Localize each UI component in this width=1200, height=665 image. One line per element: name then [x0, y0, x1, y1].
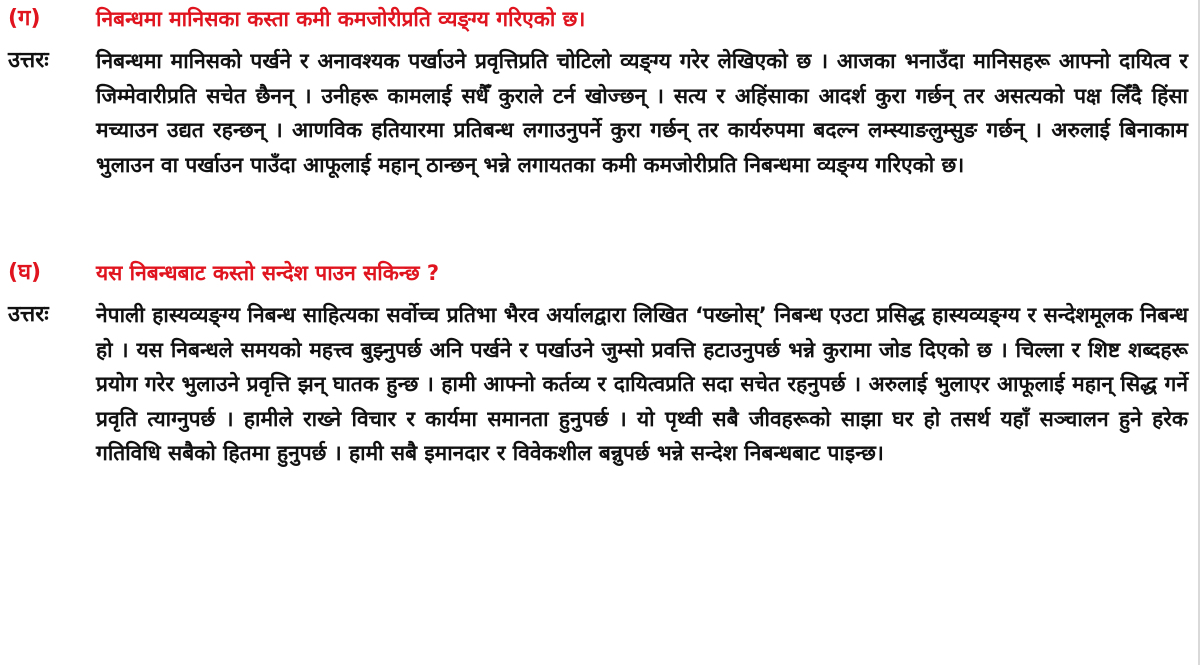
answer-gha: [0, 298, 1200, 548]
question-text: यस निबन्धबाट कस्तो सन्देश पाउन सकिन्छ ?: [96, 261, 440, 285]
question-text: निबन्धमा मानिसका कस्ता कमी कमजोरीप्रति व्यङ्ग्य गरिएको छ।: [96, 7, 586, 31]
answer-text: निबन्धमा मानिसको पर्खने र अनावश्यक पर्खाउने प्रवृत्तिप्रति चोटिलो व्यङ्ग्य गरेर लेखिएको छ । आजका भनाउँदा मानिसहरू आफ्नो दायित्व र जिम्मेवारीप्रति सचेत छैनन् । उनीहरू कामलाई सधैँ कुराले टर्न खोज्छन् । सत्य र अहिंसाका आदर्श कुरा गर्छन् तर असत्यको पक्ष लिँदै हिंसा मच्याउन उद्यत रहन्छन् । आणविक हतियारमा प्रतिबन्ध लगाउनुपर्ने कुरा गर्छन् तर कार्यरुपमा बदल्न लम्स्याङलुम्सुङ गर्छन् । अरुलाई बिनाकाम भुलाउन वा पर्खाउन पाउँदा आफूलाई महान् ठान्छन् भन्ने लगायतका कमी कमजोरीप्रति निबन्धमा व्यङ्ग्य गरिएको छ।: [96, 49, 1188, 177]
question-ga: [0, 2, 1200, 38]
answer-label: उत्तरः: [8, 48, 49, 73]
answer-text: नेपाली हास्यव्यङ्ग्य निबन्ध साहित्यका सर्वोच्च प्रतिभा भैरव अर्यालद्वारा लिखित ‘पख्नोस्’ निबन्ध एउटा प्रसिद्ध हास्यव्यङ्ग्य र सन्देशमूलक निबन्ध हो । यस निबन्धले समयको महत्त्व बुझ्नुपर्छ अनि पर्खने र पर्खाउने जुम्सो प्रवत्ति हटाउनुपर्छ भन्ने कुरामा जोड दिएको छ । चिल्ला र शिष्ट शब्दहरू प्रयोग गरेर भुलाउने प्रवृत्ति झन् घातक हुन्छ । हामी आफ्नो कर्तव्य र दायित्वप्रति सदा सचेत रहनुपर्छ । अरुलाई भुलाएर आफूलाई महान् सिद्ध गर्ने प्रवृति त्याग्नुपर्छ । हामीले राख्ने विचार र कार्यमा समानता हुनुपर्छ । यो पृथ्वी सबै जीवहरूको साझा घर हो तसर्थ यहाँ सञ्चालन हुने हरेक गतिविधि सबैको हितमा हुनुपर्छ । हामी सबै इमानदार र विवेकशील बन्नुपर्छ भन्ने सन्देश निबन्धबाट पाइन्छ।: [96, 303, 1188, 465]
answer-ga: [0, 44, 1200, 254]
question-label: (ग): [8, 6, 41, 31]
answer-label: उत्तरः: [8, 302, 49, 327]
question-label: (घ): [8, 260, 42, 285]
question-gha: [0, 256, 1200, 292]
